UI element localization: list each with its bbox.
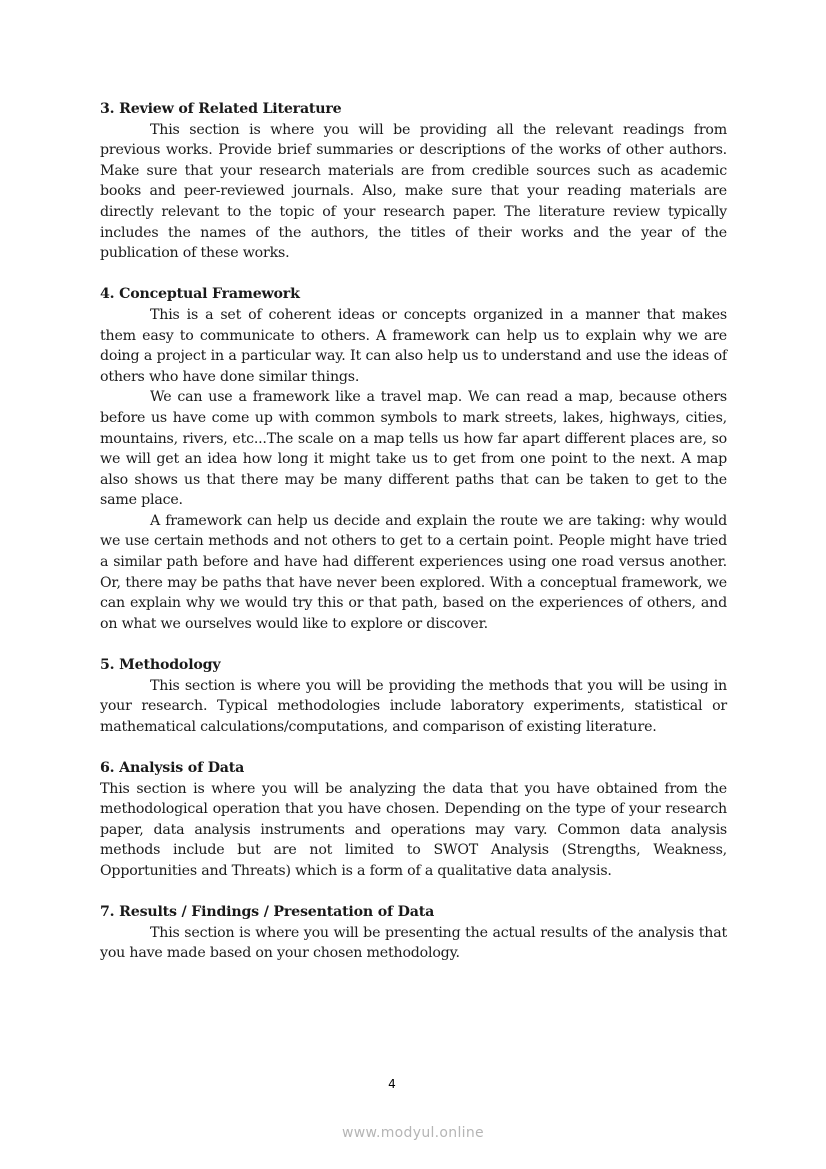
section-paragraph: This section is where you will be providing all the relevant readings from previous works. Provide brief summaries or descriptions of the works of other authors. Make sure that your research materials are from credible sources such as academic books and peer-reviewed journals. Also, make sure that your reading materials are directly relevant to the topic of your research paper. The literature review typically includes the names of the authors, the titles of their works and the year of the publication of these works. <box>100 121 727 262</box>
section-analysis-of-data <box>100 758 727 882</box>
section-conceptual-framework <box>100 284 727 634</box>
section-paragraph: This section is where you will be providing the methods that you will be using in your research. Typical methodologies include laboratory experiments, statistical or mathematical calculations/computations, and comparison of existing literature. <box>100 677 727 735</box>
section-heading: 4. Conceptual Framework <box>100 286 300 303</box>
section-paragraph: This section is where you will be presenting the actual results of the analysis that you have made based on your chosen methodology. <box>100 924 727 962</box>
section-heading: 5. Methodology <box>100 657 221 674</box>
section-results-findings <box>100 902 727 964</box>
section-heading: 7. Results / Findings / Presentation of Data <box>100 904 435 921</box>
document-page <box>100 99 727 985</box>
watermark-text: www.modyul.online <box>342 1125 484 1141</box>
section-paragraph: This section is where you will be analyzing the data that you have obtained from the methodological operation that you have chosen. Depending on the type of your research paper, data analysis instruments and operations may vary. Common data analysis methods include but are not limited to SWOT Analysis (Strengths, Weakness, Opportunities and Threats) which is a form of a qualitative data analysis. <box>100 780 727 879</box>
section-paragraph: A framework can help us decide and explain the route we are taking: why would we use certain methods and not others to get to a certain point. People might have tried a similar path before and have had different experiences using one road versus another. Or, there may be paths that have never been explored. With a conceptual framework, we can explain why we would try this or that path, based on the experiences of others, and on what we ourselves would like to explore or discover. <box>100 512 727 632</box>
section-methodology <box>100 655 727 737</box>
section-paragraph: We can use a framework like a travel map. We can read a map, because others before us have come up with common symbols to mark streets, lakes, highways, cities, mountains, rivers, etc...The scale on a map tells us how far apart different places are, so we will get an idea how long it might take us to get from one point to the next. A map also shows us that there may be many different paths that can be taken to get to the same place. <box>100 389 727 509</box>
section-heading: 6. Analysis of Data <box>100 760 245 776</box>
section-review-of-related-literature <box>100 99 727 264</box>
page-number: 4 <box>388 1077 396 1091</box>
section-heading: 3. Review of Related Literature <box>100 101 342 117</box>
section-paragraph: This is a set of coherent ideas or concepts organized in a manner that makes them easy to communicate to others. A framework can help us to explain why we are doing a project in a particular way. It can also help us to understand and use the ideas of others who have done similar things. <box>100 306 727 385</box>
